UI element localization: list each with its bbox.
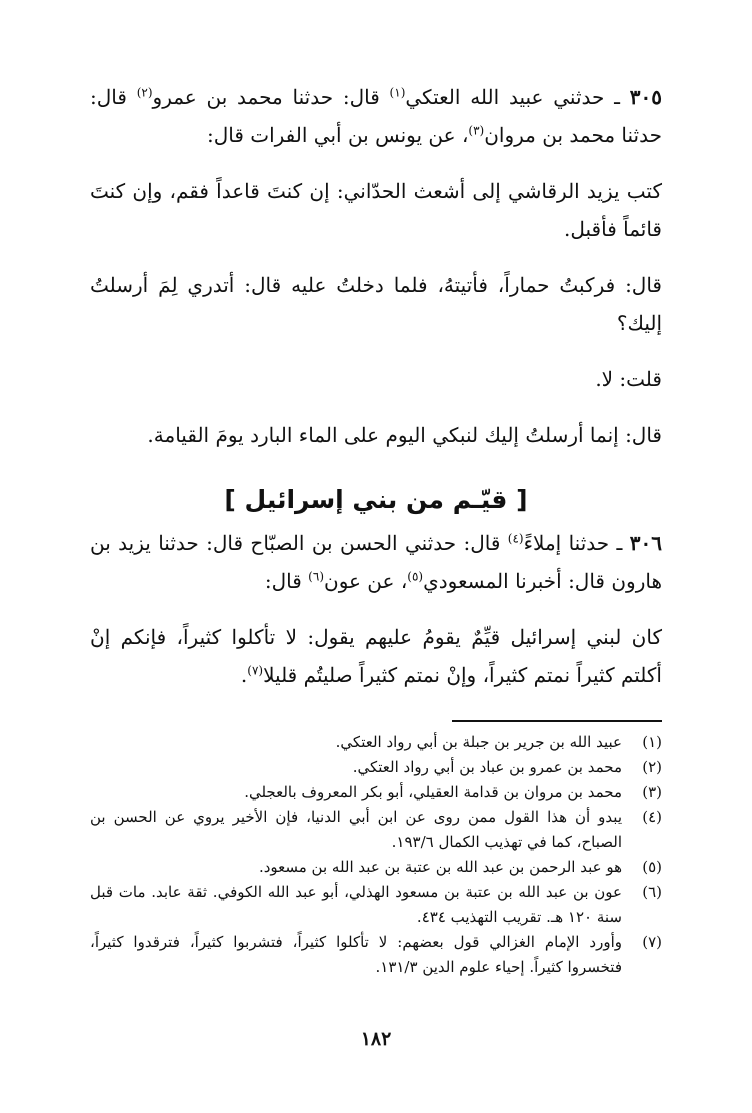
footnote-ref: (٣) bbox=[468, 123, 485, 138]
footnote-text: محمد بن عمرو بن عباد بن أبي رواد العتكي. bbox=[352, 758, 622, 776]
paragraph: قال: إنما أرسلتُ إليك لنبكي اليوم على الماء البارد يومَ القيامة. bbox=[147, 423, 662, 447]
isnad-text: قال: bbox=[264, 569, 309, 593]
footnote-text: وأورد الإمام الغزالي قول بعضهم: لا تأكلوا كثيراً، فتشربوا كثيراً، فترقدوا كثيراً، فتخسروا كثيراً. إحياء علوم الدين ١٣١/٣. bbox=[90, 933, 622, 976]
footnote-text: محمد بن مروان بن قدامة العقيلي، أبو بكر المعروف بالعجلي. bbox=[244, 783, 622, 801]
hadith-305 bbox=[90, 78, 662, 154]
footnote-number: (٦) bbox=[642, 883, 662, 901]
isnad-text: قال: حدثني الحسن بن الصبّاح قال: حدثنا يزيد بن هارون قال: أخبرنا المسعودي bbox=[90, 531, 662, 593]
paragraph: قلت: لا. bbox=[595, 367, 662, 391]
footnotes bbox=[90, 730, 662, 980]
footnote-text: يبدو أن هذا القول ممن روى عن ابن أبي الدنيا، فإن الأخير يروي عن الحسن بن الصباح، كما في تهذيب الكمال ١٩٣/٦. bbox=[90, 808, 622, 851]
footnote bbox=[90, 855, 662, 880]
footnote-number: (٤) bbox=[642, 808, 662, 826]
footnote bbox=[90, 755, 662, 780]
isnad-text: ، عن عون bbox=[324, 569, 408, 593]
footnote-number: (٣) bbox=[642, 783, 662, 801]
footnote-number: (٧) bbox=[642, 933, 662, 951]
matn-text: كان لبني إسرائيل قيِّمٌ يقومُ عليهم يقول: لا تأكلوا كثيراً، فإنكم إنْ أكلتم كثيراً نمتم كثيراً، وإنْ نمتم كثيراً صليتُم قليلا bbox=[90, 625, 662, 687]
footnote-ref: (٢) bbox=[136, 85, 153, 100]
paragraph: كتب يزيد الرقاشي إلى أشعث الحدّاني: إن كنتَ قاعداً فقم، وإن كنتَ قائماً فأقبل. bbox=[90, 179, 662, 241]
hadith-number: ٣٠٥ bbox=[629, 85, 663, 109]
book-page bbox=[90, 78, 662, 980]
isnad-text: ، عن يونس بن أبي الفرات قال: bbox=[206, 123, 469, 147]
page-number: ١٨٢ bbox=[360, 1028, 392, 1050]
isnad-text: قال: حدثنا محمد بن عمرو bbox=[152, 85, 390, 109]
footnote bbox=[90, 930, 662, 980]
isnad-text: ـ حدثني عبيد الله العتكي bbox=[405, 85, 630, 109]
footnote-ref: (٧) bbox=[247, 663, 264, 678]
footnote bbox=[90, 780, 662, 805]
matn-end: . bbox=[240, 663, 248, 687]
footnote-number: (٢) bbox=[642, 758, 662, 776]
footnote-ref: (٤) bbox=[507, 531, 524, 546]
hadith-306 bbox=[90, 524, 662, 600]
footnote-text: عبيد الله بن جرير بن جبلة بن أبي رواد العتكي. bbox=[335, 733, 622, 751]
footnote-ref: (١) bbox=[389, 85, 406, 100]
paragraph bbox=[90, 618, 662, 694]
hadith-number: ٣٠٦ bbox=[629, 531, 662, 555]
footnote-text: هو عبد الرحمن بن عبد الله بن عتبة بن عبد الله بن مسعود. bbox=[258, 858, 622, 876]
footnote-number: (١) bbox=[642, 733, 662, 751]
isnad-text: ـ حدثنا إملاءً bbox=[523, 531, 630, 555]
isnad-text: قال: حدثنا محمد بن مروان bbox=[90, 85, 662, 147]
footnote bbox=[90, 730, 662, 755]
paragraph: قال: فركبتُ حماراً، فأتيتهُ، فلما دخلتُ عليه قال: أتدري لِمَ أرسلتُ إليك؟ bbox=[90, 273, 662, 335]
footnote bbox=[90, 880, 662, 930]
footnote-ref: (٦) bbox=[308, 569, 324, 584]
footnote-ref: (٥) bbox=[407, 569, 424, 584]
footnote-separator bbox=[452, 720, 662, 722]
section-heading: [ قيّـم من بني إسرائيل ] bbox=[224, 485, 528, 514]
footnote-number: (٥) bbox=[642, 858, 662, 876]
footnote bbox=[90, 805, 662, 855]
footnote-text: عون بن عبد الله بن عتبة بن مسعود الهذلي، أبو عبد الله الكوفي. ثقة عابد. مات قبل سنة ١٢٠ هـ. تقريب التهذيب ٤٣٤. bbox=[90, 883, 622, 926]
